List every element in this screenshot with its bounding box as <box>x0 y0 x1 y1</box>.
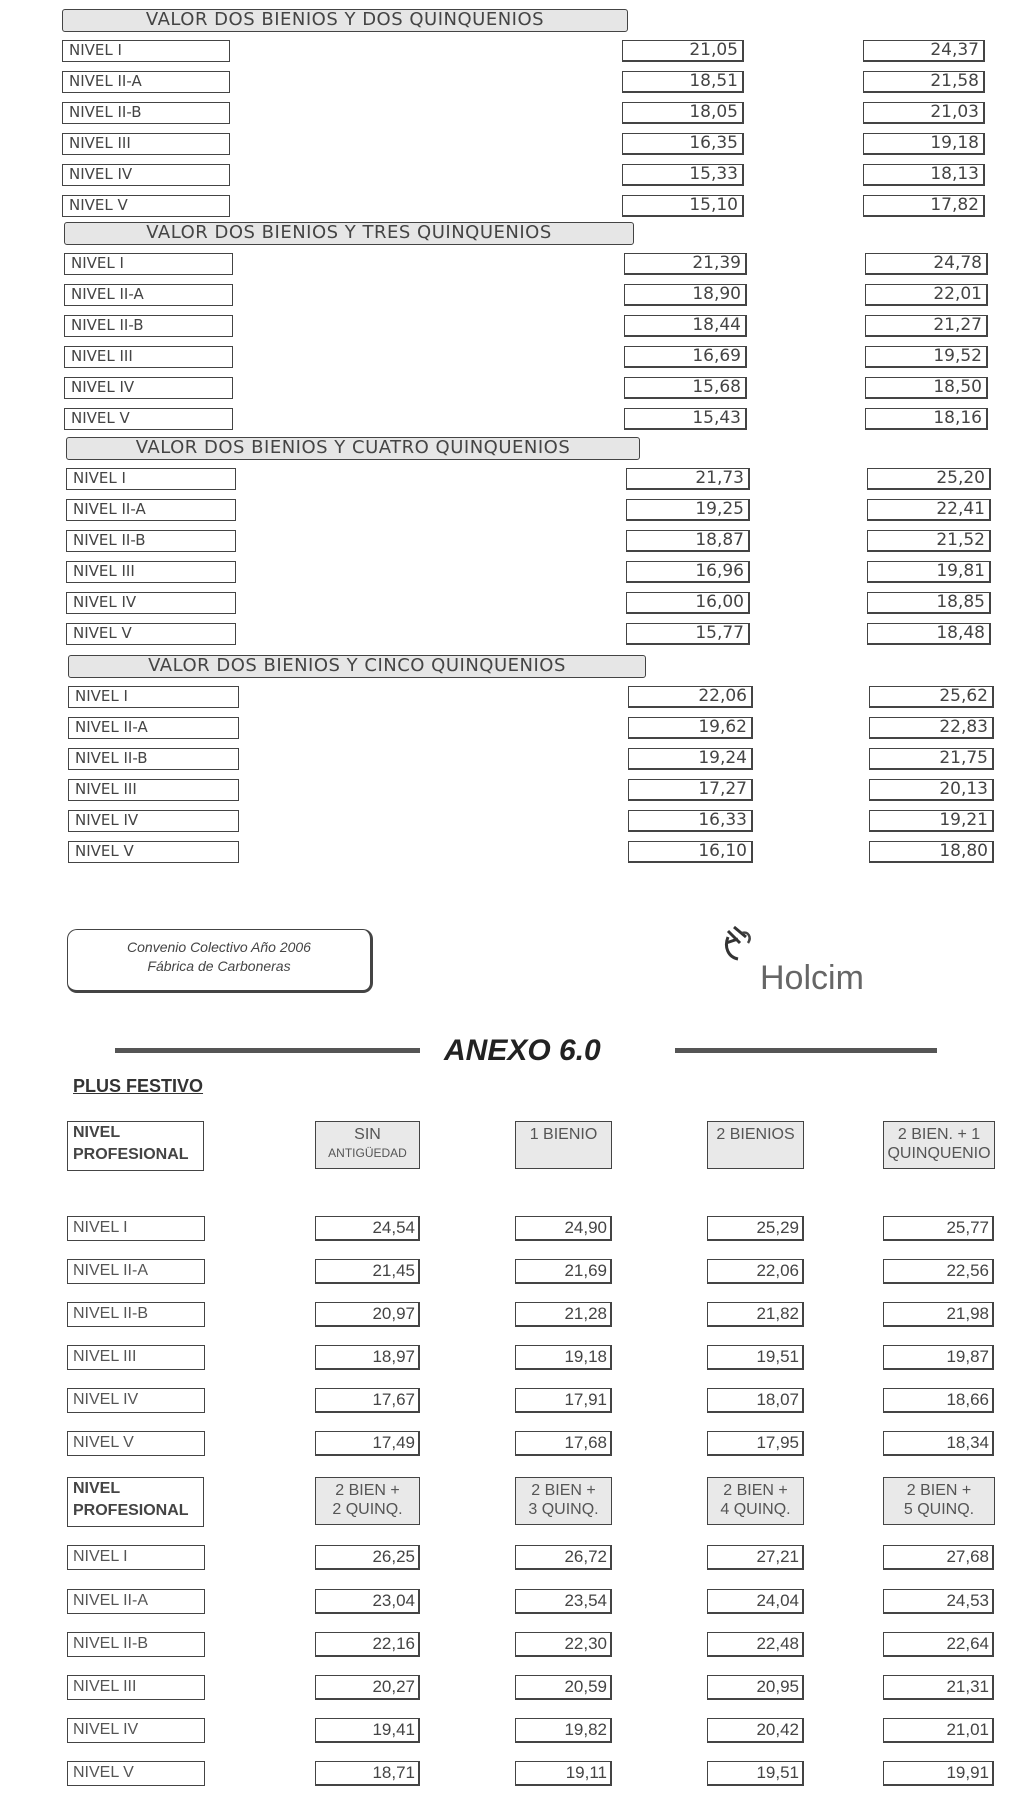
value-cell: 22,64 <box>883 1632 994 1657</box>
level-label: NIVEL II-B <box>67 1302 205 1327</box>
section-header: VALOR DOS BIENIOS Y TRES QUINQUENIOS <box>64 222 634 245</box>
level-label: NIVEL V <box>64 408 233 430</box>
holcim-logo-icon <box>720 923 764 975</box>
value-cell-2: 25,62 <box>869 686 994 708</box>
level-label: NIVEL V <box>68 841 239 863</box>
value-cell-2: 19,52 <box>865 346 988 368</box>
value-cell-2: 18,85 <box>867 592 991 614</box>
value-cell-1: 21,39 <box>624 253 747 275</box>
value-cell: 21,98 <box>883 1302 994 1327</box>
level-label: NIVEL I <box>68 686 239 708</box>
value-cell: 18,97 <box>315 1345 420 1370</box>
level-label: NIVEL III <box>67 1345 205 1370</box>
column-header-line-1: 2 BIENIOS <box>716 1126 795 1143</box>
value-cell: 21,01 <box>883 1718 994 1743</box>
value-cell-2: 24,78 <box>865 253 988 275</box>
value-cell-1: 16,96 <box>626 561 750 583</box>
value-cell: 20,97 <box>315 1302 420 1327</box>
column-header <box>707 1477 804 1525</box>
value-cell-2: 21,27 <box>865 315 988 337</box>
value-cell-1: 19,25 <box>626 499 750 521</box>
level-label: NIVEL I <box>66 468 236 490</box>
level-label: NIVEL II-A <box>62 71 230 93</box>
value-cell-1: 16,35 <box>622 133 744 155</box>
level-label: NIVEL V <box>67 1431 205 1456</box>
value-cell-2: 25,20 <box>867 468 991 490</box>
level-label: NIVEL V <box>62 195 230 217</box>
holcim-wordmark: Holcim <box>760 959 864 997</box>
column-header-line-2: QUINQUENIO <box>887 1145 991 1162</box>
level-label: NIVEL I <box>67 1216 205 1241</box>
column-header-line-1: 2 BIEN + <box>335 1482 400 1499</box>
level-label: NIVEL II-A <box>66 499 236 521</box>
value-cell: 22,56 <box>883 1259 994 1284</box>
column-header <box>315 1121 420 1169</box>
level-label: NIVEL III <box>64 346 233 368</box>
annex-title: ANEXO 6.0 <box>444 1034 601 1067</box>
value-cell: 22,48 <box>707 1632 804 1657</box>
value-cell-2: 18,80 <box>869 841 994 863</box>
level-label: NIVEL I <box>64 253 233 275</box>
level-label: NIVEL I <box>62 40 230 62</box>
value-cell: 17,49 <box>315 1431 420 1456</box>
value-cell: 25,29 <box>707 1216 804 1241</box>
value-cell: 19,82 <box>515 1718 612 1743</box>
level-label: NIVEL IV <box>62 164 230 186</box>
value-cell: 27,21 <box>707 1545 804 1570</box>
value-cell-1: 16,69 <box>624 346 747 368</box>
convenio-box <box>67 929 373 993</box>
value-cell-1: 21,05 <box>622 40 744 62</box>
value-cell: 19,11 <box>515 1761 612 1786</box>
value-cell: 24,90 <box>515 1216 612 1241</box>
value-cell-1: 15,10 <box>622 195 744 217</box>
value-cell: 18,71 <box>315 1761 420 1786</box>
value-cell-1: 18,90 <box>624 284 747 306</box>
value-cell-2: 22,41 <box>867 499 991 521</box>
value-cell: 19,91 <box>883 1761 994 1786</box>
value-cell: 26,72 <box>515 1545 612 1570</box>
value-cell-2: 21,03 <box>863 102 985 124</box>
level-label: NIVEL II-A <box>68 717 239 739</box>
column-header-line-2: 3 QUINQ. <box>528 1501 599 1518</box>
value-cell-2: 20,13 <box>869 779 994 801</box>
level-label: NIVEL II-B <box>68 748 239 770</box>
value-cell: 27,68 <box>883 1545 994 1570</box>
column-header-line-1: 1 BIENIO <box>529 1126 598 1143</box>
value-cell-1: 18,05 <box>622 102 744 124</box>
value-cell: 24,04 <box>707 1589 804 1614</box>
value-cell-2: 18,13 <box>863 164 985 186</box>
value-cell: 17,91 <box>515 1388 612 1413</box>
section-header: VALOR DOS BIENIOS Y CUATRO QUINQUENIOS <box>66 437 640 460</box>
value-cell-1: 15,33 <box>622 164 744 186</box>
value-cell: 22,16 <box>315 1632 420 1657</box>
column-header <box>707 1121 804 1169</box>
value-cell: 19,51 <box>707 1345 804 1370</box>
nivel-profesional-line: PROFESIONAL <box>73 1146 189 1163</box>
value-cell: 20,42 <box>707 1718 804 1743</box>
level-label: NIVEL II-A <box>67 1589 205 1614</box>
value-cell: 20,27 <box>315 1675 420 1700</box>
column-header <box>883 1121 995 1169</box>
value-cell: 17,67 <box>315 1388 420 1413</box>
value-cell-2: 19,21 <box>869 810 994 832</box>
level-label: NIVEL IV <box>66 592 236 614</box>
section-header: VALOR DOS BIENIOS Y CINCO QUINQUENIOS <box>68 655 646 678</box>
convenio-line-1: Convenio Colectivo Año 2006 <box>127 939 311 955</box>
value-cell-2: 22,01 <box>865 284 988 306</box>
column-header-line-1: 2 BIEN. + 1 <box>897 1126 981 1143</box>
value-cell-2: 21,52 <box>867 530 991 552</box>
value-cell-1: 15,77 <box>626 623 750 645</box>
value-cell: 23,04 <box>315 1589 420 1614</box>
value-cell-2: 22,83 <box>869 717 994 739</box>
value-cell-2: 21,75 <box>869 748 994 770</box>
annex-rule-right <box>675 1048 937 1053</box>
value-cell: 24,53 <box>883 1589 994 1614</box>
value-cell-1: 18,87 <box>626 530 750 552</box>
value-cell-1: 19,24 <box>628 748 753 770</box>
column-header-line-2: 4 QUINQ. <box>720 1501 791 1518</box>
value-cell-1: 15,68 <box>624 377 747 399</box>
level-label: NIVEL III <box>67 1675 205 1700</box>
nivel-profesional-line: PROFESIONAL <box>73 1502 189 1519</box>
level-label: NIVEL IV <box>68 810 239 832</box>
column-header <box>515 1477 612 1525</box>
value-cell: 20,95 <box>707 1675 804 1700</box>
column-header <box>515 1121 612 1169</box>
value-cell: 21,31 <box>883 1675 994 1700</box>
level-label: NIVEL III <box>66 561 236 583</box>
value-cell: 21,45 <box>315 1259 420 1284</box>
column-header <box>315 1477 420 1525</box>
value-cell: 22,06 <box>707 1259 804 1284</box>
level-label: NIVEL II-A <box>67 1259 205 1284</box>
holcim-logo <box>720 923 880 1003</box>
section-header: VALOR DOS BIENIOS Y DOS QUINQUENIOS <box>62 9 628 32</box>
value-cell-1: 22,06 <box>628 686 753 708</box>
value-cell: 17,95 <box>707 1431 804 1456</box>
column-header <box>883 1477 995 1525</box>
column-header-line-2: 5 QUINQ. <box>903 1501 975 1518</box>
level-label: NIVEL III <box>62 133 230 155</box>
level-label: NIVEL IV <box>67 1718 205 1743</box>
level-label: NIVEL II-B <box>64 315 233 337</box>
column-header-line-2: 2 QUINQ. <box>332 1501 403 1518</box>
value-cell: 21,28 <box>515 1302 612 1327</box>
level-label: NIVEL V <box>66 623 236 645</box>
value-cell: 24,54 <box>315 1216 420 1241</box>
column-header-line-1: 2 BIEN + <box>531 1482 596 1499</box>
level-label: NIVEL IV <box>67 1388 205 1413</box>
value-cell: 18,66 <box>883 1388 994 1413</box>
value-cell-2: 18,50 <box>865 377 988 399</box>
value-cell-2: 17,82 <box>863 195 985 217</box>
value-cell-2: 19,81 <box>867 561 991 583</box>
value-cell: 18,34 <box>883 1431 994 1456</box>
value-cell: 18,07 <box>707 1388 804 1413</box>
nivel-profesional-header <box>67 1477 204 1527</box>
value-cell-1: 16,10 <box>628 841 753 863</box>
value-cell: 19,18 <box>515 1345 612 1370</box>
value-cell: 20,59 <box>515 1675 612 1700</box>
value-cell: 23,54 <box>515 1589 612 1614</box>
value-cell: 21,69 <box>515 1259 612 1284</box>
level-label: NIVEL V <box>67 1761 205 1786</box>
value-cell: 19,87 <box>883 1345 994 1370</box>
value-cell: 21,82 <box>707 1302 804 1327</box>
value-cell: 22,30 <box>515 1632 612 1657</box>
value-cell-2: 21,58 <box>863 71 985 93</box>
convenio-line-2: Fábrica de Carboneras <box>147 958 291 974</box>
nivel-profesional-line: NIVEL <box>73 1480 121 1497</box>
value-cell-1: 18,51 <box>622 71 744 93</box>
value-cell-2: 24,37 <box>863 40 985 62</box>
level-label: NIVEL I <box>67 1545 205 1570</box>
level-label: NIVEL II-B <box>62 102 230 124</box>
plus-festivo-title: PLUS FESTIVO <box>73 1076 204 1096</box>
value-cell-1: 19,62 <box>628 717 753 739</box>
value-cell-1: 15,43 <box>624 408 747 430</box>
value-cell-1: 16,33 <box>628 810 753 832</box>
column-header-line-1: 2 BIEN + <box>906 1482 972 1499</box>
value-cell-1: 17,27 <box>628 779 753 801</box>
level-label: NIVEL IV <box>64 377 233 399</box>
value-cell-1: 16,00 <box>626 592 750 614</box>
annex-rule-left <box>115 1048 420 1053</box>
value-cell: 19,51 <box>707 1761 804 1786</box>
value-cell: 26,25 <box>315 1545 420 1570</box>
column-header-line-1: SIN <box>354 1126 381 1143</box>
value-cell-1: 18,44 <box>624 315 747 337</box>
level-label: NIVEL II-B <box>67 1632 205 1657</box>
level-label: NIVEL II-A <box>64 284 233 306</box>
value-cell: 19,41 <box>315 1718 420 1743</box>
nivel-profesional-header <box>67 1121 204 1171</box>
value-cell-1: 21,73 <box>626 468 750 490</box>
value-cell: 25,77 <box>883 1216 994 1241</box>
value-cell-2: 18,48 <box>867 623 991 645</box>
value-cell: 17,68 <box>515 1431 612 1456</box>
level-label: NIVEL II-B <box>66 530 236 552</box>
nivel-profesional-line: NIVEL <box>73 1124 121 1141</box>
value-cell-2: 19,18 <box>863 133 985 155</box>
column-header-line-1: 2 BIEN + <box>723 1482 788 1499</box>
value-cell-2: 18,16 <box>865 408 988 430</box>
column-header-line-2: ANTIGÜEDAD <box>328 1146 407 1160</box>
level-label: NIVEL III <box>68 779 239 801</box>
